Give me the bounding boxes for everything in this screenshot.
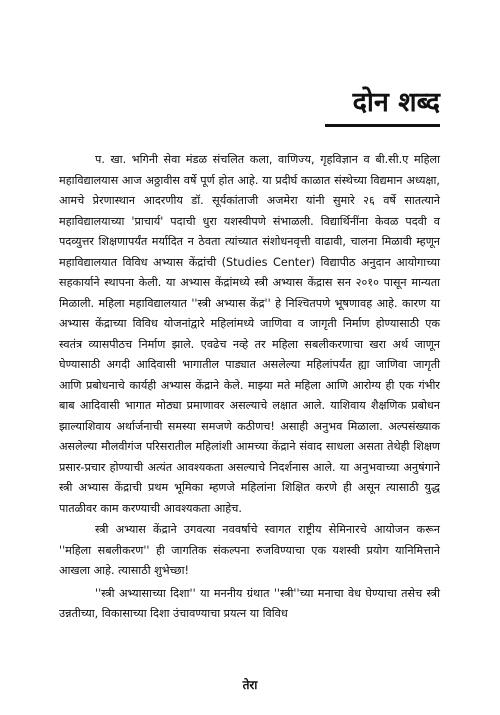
paragraph: प. खा. भगिनी सेवा मंडळ संचलित कला, वाणिज्य, गृहविज्ञान व बी.सी.ए महिला महाविद्यालयास आज अठ्ठावीस वर्षे पूर्ण होत आहे. या प्रदीर्घ काळात संस्थेच्या विद्यमान अध्यक्षा, आमचे प्रेरणास्थान आदरणीय डॉ. सूर्यकांताजी अजमेरा यांनी सुमारे २६ वर्षे सातत्याने महाविद्यालयाच्या 'प्राचार्य' पदाची धुरा यशस्वीपणे संभाळली. विद्यार्थिनींना केवळ पदवी व पदव्युत्तर शिक्षणापर्यंत मर्यादित न ठेवता त्यांच्यात संशोधनवृत्ती वाढावी, चालना मिळावी म्हणून महाविद्यालयात विविध अभ्यास केंद्रांची (Studies Center) विद्यापीठ अनुदान आयोगाच्या सहकार्याने स्थापना केली. या अभ्यास केंद्रांमध्ये स्त्री अभ्यास केंद्रास सन २०१० पासून मान्यता मिळाली. महिला महाविद्यालयात ''स्त्री अभ्यास केंद्र'' हे निश्चितपणे भूषणावह आहे. कारण या अभ्यास केंद्राच्या विविध योजनांद्वारे महिलांमध्ये जाणिवा व जागृती निर्माण होण्यासाठी एक स्वतंत्र व्यासपीठच निर्माण झाले. एवढेच नव्हे तर महिला सबलीकरणाचा खरा अर्थ जाणून घेण्यासाठी अगदी आदिवासी भागातील पाड्यात असलेल्या महिलांपर्यंत ह्या जाणिवा जागृती आणि प्रबोधनाचे कार्यही अभ्यास केंद्राने केले. माझ्या मते महिला आणि आरोग्य ही एक गंभीर बाब आदिवासी भागात मोठ्या प्रमाणावर असल्याचे लक्षात आले. याशिवाय शैक्षणिक प्रबोधन झाल्याशिवाय अर्थार्जनाची समस्या समजणे कठीणच! असाही अनुभव मिळाला. अल्पसंख्याक असलेल्या मौलवीगंज परिसरातील महिलांशी आमच्या केंद्राने संवाद साधला असता तेथेही शिक्षण प्रसार-प्रचार होण्याची अत्यंत आवश्यकता असल्याचे निदर्शनास आले. या अनुभवाच्या अनुषंगाने स्त्री अभ्यास केंद्राची प्रथम भूमिका म्हणजे महिलांना शिक्षित करणे ही असून त्यासाठी युद्ध पातळीवर काम करण्याची आवश्यकता आहेच. [59,153,440,515]
body-text [59,150,440,625]
page-title: दोन शब्द [352,87,440,118]
page-number: तेरा [242,678,258,692]
paragraph: स्त्री अभ्यास केंद्राने उगवत्या नववर्षाचे स्वागत राष्ट्रीय सेमिनारचे आयोजन करून ''महिला सबलीकरण'' ही जागतिक संकल्पना रुजविण्याचा एक यशस्वी प्रयोग यानिमित्ताने आखला आहे. त्यासाठी शुभेच्छा! [59,523,440,577]
title-underline [325,124,440,127]
paragraph: ''स्त्री अभ्यासाच्या दिशा'' या मननीय ग्रंथात ''स्त्री''च्या मनाचा वेध घेण्याचा तसेच स्त्री उन्नतीच्या, विकासाच्या दिशा उंचावण्याचा प्रयत्न या विविध [59,586,440,620]
